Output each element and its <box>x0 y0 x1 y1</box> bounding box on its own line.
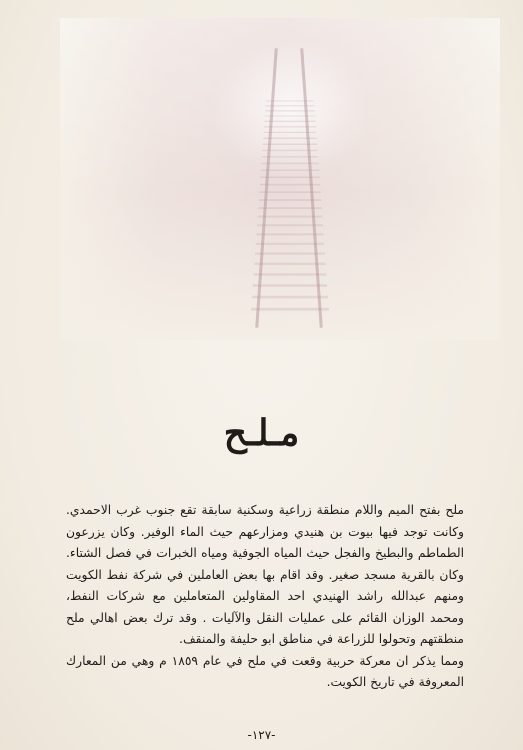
paragraph-2: ومما يذكر ان معركة حربية وقعت في ملح في عام ١٨٥٩ م وهي من المعارك المعروفة في تاريخ الكويت. <box>66 653 464 689</box>
page-number: -١٢٧- <box>247 728 276 742</box>
body-text <box>66 500 464 694</box>
faded-photo <box>60 18 500 340</box>
page-title: مـلـح <box>223 412 300 454</box>
paragraph-1: ملح بفتح الميم واللام منطقة زراعية وسكنية سابقة تقع جنوب غرب الاحمدي. وكانت توجد فيها بيوت بن هنيدي ومزارعهم حيث الماء الوفير. وكان يزرعون الطماطم والبطيخ والفجل حيث المياه الجوفية ومياه الخبرات في فصل الشتاء. وكان بالقرية مسجد صغير. وقد اقام بها بعض العاملين في شركة نفط الكويت ومنهم عبدالله راشد الهنيدي احد المقاولين المتعاملين مع شركات النفط، ومحمد الوزان القائم على عمليات النقل والآليات . وقد ترك بعض اهالي ملح منطقتهم وتحولوا للزراعة في مناطق ابو حليفة والمنقف. <box>66 503 464 646</box>
